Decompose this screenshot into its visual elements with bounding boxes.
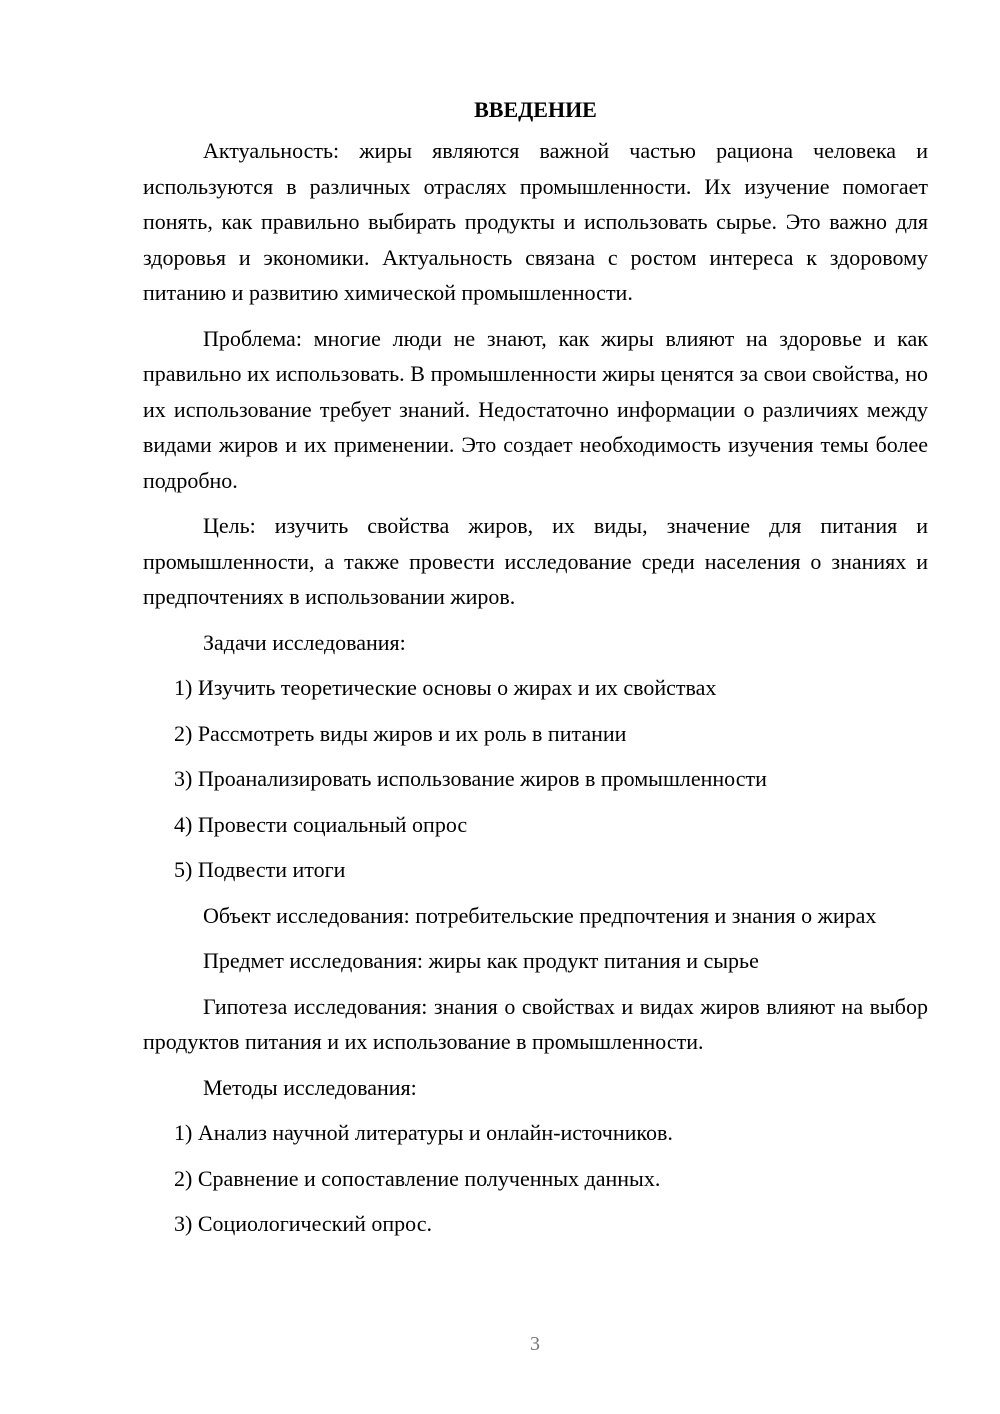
task-item: 3) Проанализировать использование жиров в промышленности [174, 766, 767, 791]
task-item: 4) Провести социальный опрос [174, 811, 468, 837]
tasks-heading: Задачи исследования: [203, 629, 406, 655]
method-item: 3) Социологический опрос. [174, 1211, 432, 1236]
method-item: 2) Сравнение и сопоставление полученных данных. [174, 1165, 661, 1191]
object-paragraph: Объект исследования: потребительские предпочтения и знания о жирах [203, 902, 877, 928]
task-item: 2) Рассмотреть виды жиров и их роль в питании [174, 720, 627, 746]
relevance-paragraph: Актуальность: жиры являются важной частью рациона человека и используются в различных отраслях промышленности. Их изучение помогает понять, как правильно выбирать продукты и использовать сырье. Это важно для здоровья и экономики. Актуальность связана с ростом интереса к здоровому питанию и развитию химической промышленности. [143, 138, 928, 305]
goal-paragraph: Цель: изучить свойства жиров, их виды, значение для питания и промышленности, а также провести исследование среди населения о знаниях и предпочтениях в использовании жиров. [143, 513, 928, 609]
method-item: 1) Анализ научной литературы и онлайн-источников. [174, 1120, 673, 1145]
methods-heading: Методы исследования: [203, 1074, 417, 1100]
page-number: 3 [530, 1333, 540, 1355]
task-item: 1) Изучить теоретические основы о жирах и их свойствах [174, 675, 717, 700]
page-title: ВВЕДЕНИЕ [474, 97, 597, 122]
problem-paragraph: Проблема: многие люди не знают, как жиры влияют на здоровье и как правильно их использовать. В промышленности жиры ценятся за свои свойства, но их использование требует знаний. Недостаточно информации о различиях между видами жиров и их применении. Это создает необходимость изучения темы более подробно. [143, 325, 928, 493]
subject-paragraph: Предмет исследования: жиры как продукт питания и сырье [203, 948, 759, 973]
task-item: 5) Подвести итоги [174, 857, 346, 882]
page-content [143, 92, 928, 1252]
hypothesis-paragraph: Гипотеза исследования: знания о свойствах и видах жиров влияют на выбор продуктов питания и их использование в промышленности. [143, 993, 928, 1054]
